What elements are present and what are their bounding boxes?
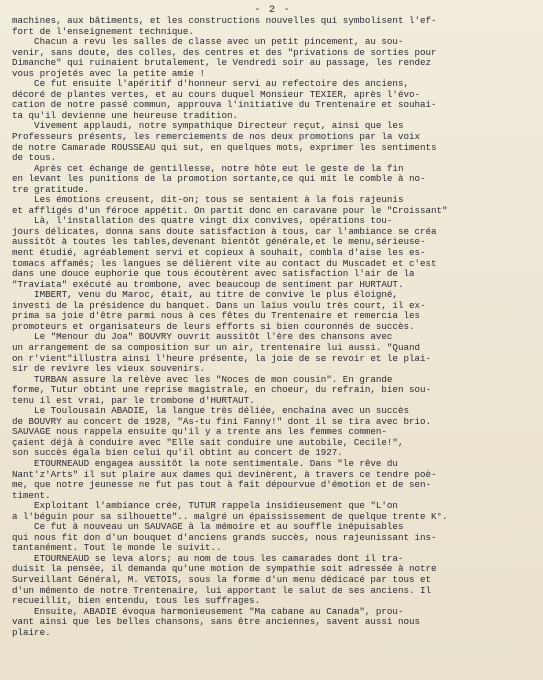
text-line: IMBERT, venu du Maroc, était, au titre de convive le plus éloigné, xyxy=(12,290,398,301)
text-line: Les émotions creusent, dit-on; tous se sentaient à la fois rajeunis xyxy=(12,195,404,206)
page-number: - 2 - xyxy=(254,4,291,16)
text-line: aussitôt à toutes les tables,devenant bientôt générale,et le menu,sérieuse- xyxy=(12,237,426,248)
text-line: Là, l'installation des quatre vingt dix convives, opérations tou- xyxy=(12,216,393,227)
text-line: décoré de plantes vertes, et au cours duquel Monsieur TEXIER, après l'évo- xyxy=(12,89,420,100)
text-line: tomacs affamés; les langues se délièrent vite au contact du Muscadet et c'est xyxy=(12,258,437,269)
text-line: Ce fut à nouveau un SAUVAGE à la mémoire et au souffle inépuisables xyxy=(12,522,404,533)
text-line: Chacun a revu les salles de classe avec un petit pincement, au sou- xyxy=(12,37,404,48)
text-line: machines, aux bâtiments, et les constructions nouvelles qui symbolisent l'ef- xyxy=(12,16,437,26)
text-line: investi de la présidence du banquet. Dans un laïus voulu très court, il ex- xyxy=(12,300,426,311)
text-line: tenu il est vrai, par le trombone d'HURTAUT. xyxy=(12,395,255,406)
text-line: ta qu'il devienne une heureuse tradition. xyxy=(12,110,239,121)
text-line: de BOUVRY au concert de 1928, "As-tu fini Fanny!" dont il se tira avec brio. xyxy=(12,416,432,427)
text-line: Professeurs présents, les remerciements de nos deux promotions par la voix xyxy=(12,132,420,143)
text-line: timent. xyxy=(12,490,51,501)
text-line: Après cet échange de gentillesse, notre hôte eut le geste de la fin xyxy=(12,163,404,174)
text-line: Dimanche" qui ruinaient brutalement, le Vendredi soir au passage, les rendez xyxy=(12,58,432,69)
text-line: tre gratitude. xyxy=(12,184,90,195)
text-line: recueillit, bien entendu, tous les suffrages. xyxy=(12,596,261,607)
text-line: vant ainsi que les belles chansons, sans être anciennes, savent aussi nous xyxy=(12,617,420,628)
text-line: plaire. xyxy=(12,627,51,638)
text-line: prima sa joie d'être parmi nous à ces fêtes du Trentenaire et remercia les xyxy=(12,311,420,322)
text-line: sir de revivre les vieux souvenirs. xyxy=(12,364,205,375)
text-line: son succès égala bien celui qu'il obtint au concert de 1927. xyxy=(12,448,343,459)
body-text xyxy=(12,16,533,638)
text-line: promoteurs et organisateurs de leurs efforts si bien couronnés de succès. xyxy=(12,321,415,332)
text-line: a l'béguin pour sa silhouette".. malgré un épaississement de quelque trente K°. xyxy=(12,511,448,522)
text-line: ETOURNEAUD se leva alors; au nom de tous les camarades dont il tra- xyxy=(12,553,404,564)
text-line: Le Toulousain ABADIE, la langue très déliée, enchaîna avec un succès xyxy=(12,406,409,417)
text-line: dans une douce euphorie que tous écoutèrent avec satisfaction l'air de la xyxy=(12,269,415,280)
text-line: venir, sans doute, des colles, des centres et des "privations de sorties pour xyxy=(12,47,437,58)
text-line: "Traviata" exécuté au trombone, avec beaucoup de sentiment par HURTAUT. xyxy=(12,279,404,290)
text-line: et affligés d'un féroce appétit. On partit donc en caravane pour le "Croissant" xyxy=(12,205,448,216)
text-line: on r'vient"illustra ainsi l'heure présente, la joie de se revoir et le plai- xyxy=(12,353,432,364)
text-line: un arrangement de sa composition sur un air, trentenaire lui aussi. "Quand xyxy=(12,342,420,353)
text-line: vous projetés avec la petite amie ! xyxy=(12,68,205,79)
text-line: Nant'z'Arts" il sut plaire aux dames qui devinèrent, à travers ce tendre poè- xyxy=(12,469,437,480)
text-line: tantanément. Tout le monde le suivit.. xyxy=(12,543,222,554)
text-line: de tous. xyxy=(12,153,57,164)
text-line: me, que notre jeunesse ne fut pas tout à fait dépourvue d'émotion et de sen- xyxy=(12,480,432,491)
text-line: jours délicates, donna sans doute satisfaction à tous, car l'ambiance se créa xyxy=(12,226,437,237)
text-line: Le "Menour du Joa" BOUVRY ouvrit aussitôt l'ère des chansons avec xyxy=(12,332,393,343)
text-line: forme, Tutur obtint une reprise magistrale, en choeur, du refrain, bien sou- xyxy=(12,385,432,396)
text-line: ment étudié, agréablement servi et copieux à souhait, combla d'aise les es- xyxy=(12,248,426,259)
text-line: Exploitant l'ambiance crée, TUTUR rappela insidieusement que "L'on xyxy=(12,501,398,512)
text-line: Surveillant Général, M. VETOIS, sous la forme d'un menu dédicacé par tous et xyxy=(12,574,432,585)
text-line: Vivement applaudi, notre sympathique Directeur reçut, ainsi que les xyxy=(12,121,404,132)
text-line: en levant les punitions de la promotion sortante,ce qui mit le comble à no- xyxy=(12,174,426,185)
text-line: fort de l'enseignement technique. xyxy=(12,26,194,37)
text-line: qui nous fit don d'un bouquet d'anciens grands succès, nous rajeunissant ins- xyxy=(12,532,437,543)
text-line: Ce fut ensuite l'apéritif d'honneur servi au refectoire des anciens, xyxy=(12,79,409,90)
text-line: ETOURNEAUD engagea aussitôt la note sentimentale. Dans "le rêve du xyxy=(12,458,398,469)
text-line: duisit la pensée, il demanda qu'une motion de sympathie soit adressée à notre xyxy=(12,564,437,575)
text-line: de notre Camarade ROUSSEAU qui sut, en quelques mots, exprimer les sentiments xyxy=(12,142,437,153)
text-line: Ensuite, ABADIE évoqua harmonieusement "Ma cabane au Canada", prou- xyxy=(12,606,404,617)
text-line: cation de notre passé commun, approuva l'initiative du Trentenaire et souhai- xyxy=(12,100,437,111)
text-line: çaient déjà à conduire avec "Elle sait conduire une autobile, Cecile!", xyxy=(12,437,404,448)
text-line: d'un mémento de notre Trentenaire, lui apportant le salut de ses anciens. Il xyxy=(12,585,432,596)
text-line: SAUVAGE nous rappela ensuite qu'il y a trente ans les femmes commen- xyxy=(12,427,387,438)
text-line: TURBAN assure la relève avec les "Noces de mon cousin". En grande xyxy=(12,374,393,385)
